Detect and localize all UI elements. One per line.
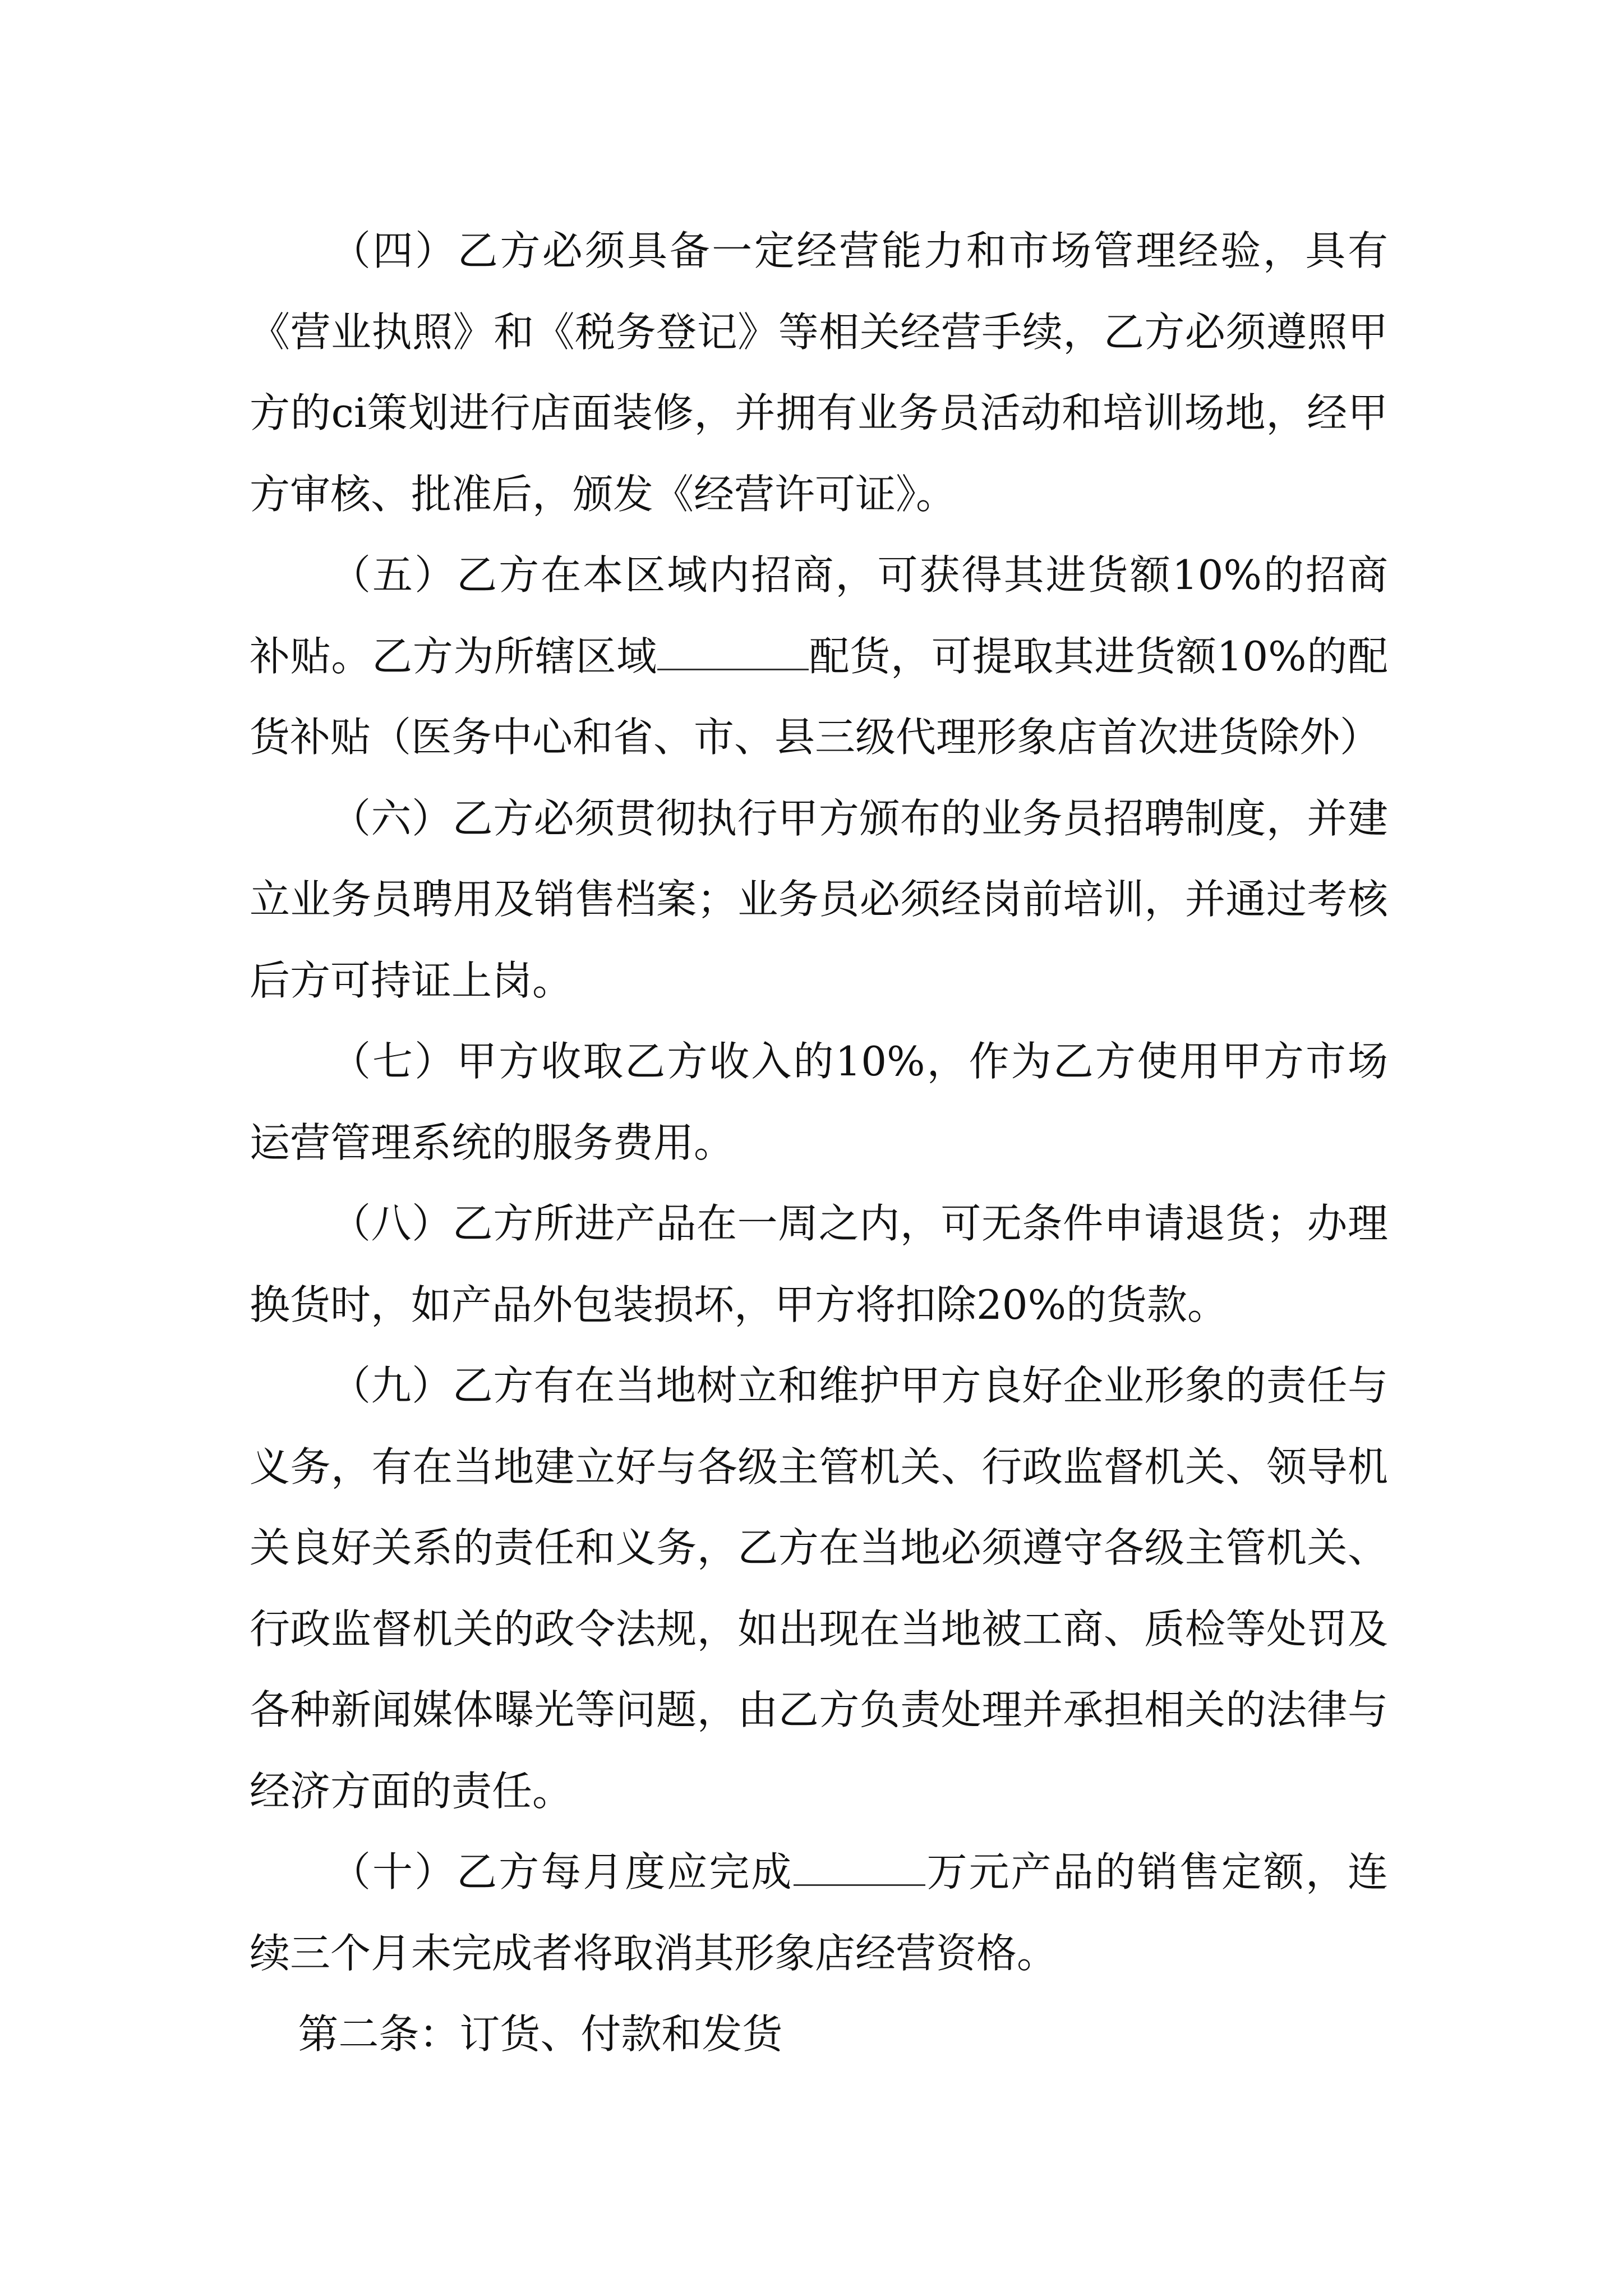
clause-9-text: （九）乙方有在当地树立和维护甲方良好企业形象的责任与义务，有在当地建立好与各级主管机关、行政监督机关、领导机关良好关系的责任和义务，乙方在当地必须遵守各级主管机关、行政监督机关的政令法规，如出现在当地被工商、质检等处罚及各种新闻媒体曝光等问题，由乙方负责处理并承担相关的法律与经济方面的责任。 xyxy=(250,1362,1388,1815)
clause-6-text: （六）乙方必须贯彻执行甲方颁布的业务员招聘制度，并建立业务员聘用及销售档案；业务员必须经岗前培训，并通过考核后方可持证上岗。 xyxy=(250,794,1388,1004)
clause-7 xyxy=(250,1021,1388,1183)
clause-6 xyxy=(250,778,1388,1022)
clause-4-text: （四）乙方必须具备一定经营能力和市场管理经验，具有《营业执照》和《税务登记》等相关经营手续，乙方必须遵照甲方的ci策划进行店面装修，并拥有业务员活动和培训场地，经甲方审核、批准后，颁发《经营许可证》。 xyxy=(250,227,1388,518)
clause-7-text: （七）甲方收取乙方收入的10%，作为乙方使用甲方市场运营管理系统的服务费用。 xyxy=(250,1038,1388,1166)
clause-8 xyxy=(250,1183,1388,1345)
clause-4 xyxy=(250,210,1388,535)
fill-in-blank-sales-quota xyxy=(794,1846,925,1886)
clause-5-text-before: （五）乙方在本区域内招商，可获得其进货额10%的招商补贴。乙方为所辖区域 xyxy=(250,551,1388,680)
clause-8-text: （八）乙方所进产品在一周之内，可无条件申请退货；办理换货时，如产品外包装损坏，甲方将扣除20%的货款。 xyxy=(250,1200,1388,1328)
clause-5-text-after: 配货，可提取其进货额10%的配货补贴（医务中心和省、市、县三级代理形象店首次进货除外） xyxy=(250,632,1388,761)
clause-10 xyxy=(250,1832,1388,1994)
clause-10-text-after: 万元产品的销售定额，连续三个月未完成者将取消其形象店经营资格。 xyxy=(250,1848,1388,1977)
document-body xyxy=(250,210,1388,2075)
clause-10-text-before: （十）乙方每月度应完成 xyxy=(330,1848,794,1895)
section-heading-text: 第二条：订货、付款和发货 xyxy=(298,2010,783,2058)
section-heading xyxy=(250,1994,1388,2075)
clause-9 xyxy=(250,1345,1388,1832)
fill-in-blank-region xyxy=(657,630,809,670)
clause-5 xyxy=(250,535,1388,778)
